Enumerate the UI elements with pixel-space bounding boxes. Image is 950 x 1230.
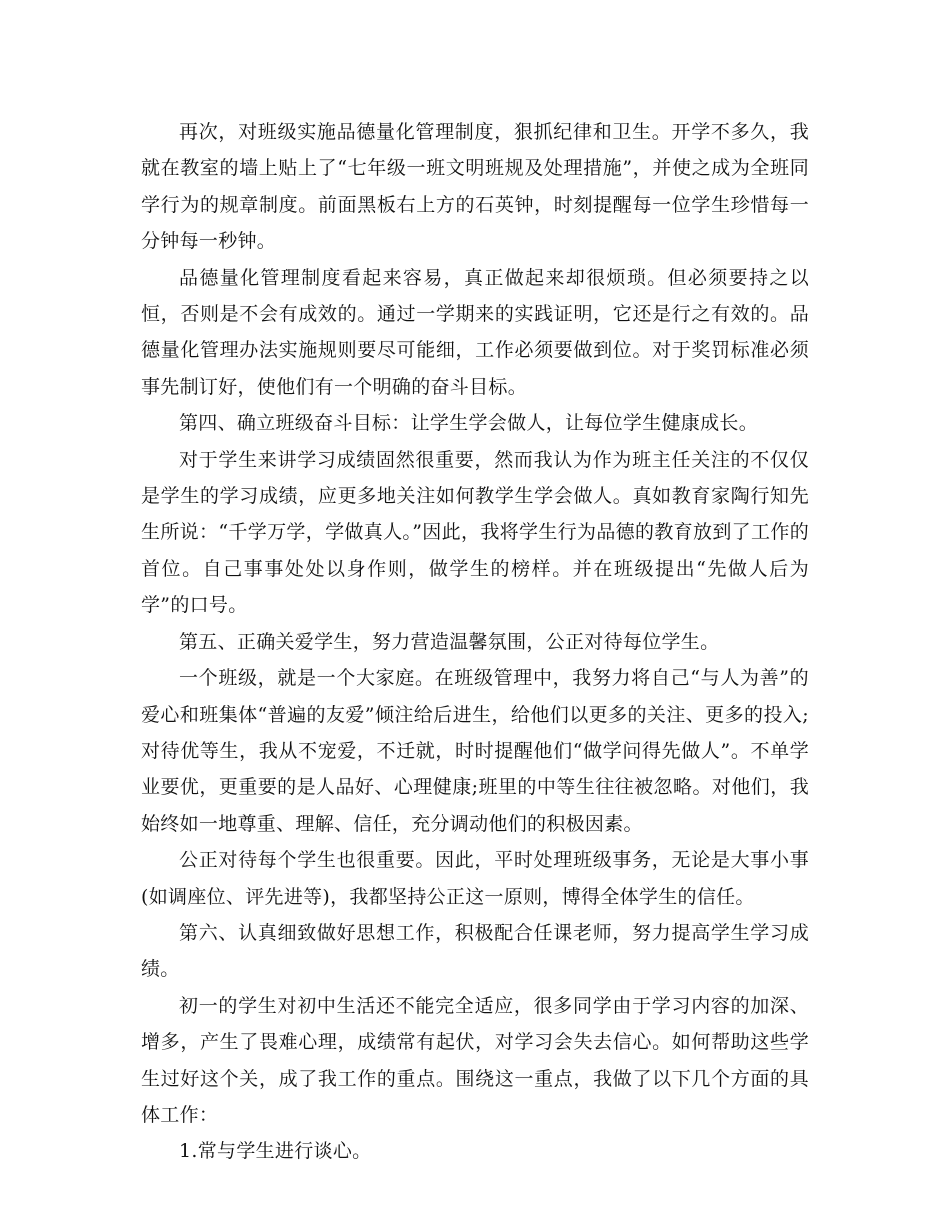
paragraph-3-heading: 第四、确立班级奋斗目标：让学生学会做人，让每位学生健康成长。 <box>179 412 759 435</box>
paragraph-10-list-item: 1.常与学生进行谈心。 <box>179 1140 372 1163</box>
paragraph-5-heading: 第五、正确关爱学生，努力营造温馨氛围，公正对待每位学生。 <box>179 630 720 653</box>
paragraph-7: 公正对待每个学生也很重要。因此，平时处理班级事务，无论是大事小事(如调座位、评先进等)，我都坚持公正这一原则，博得全体学生的信任。 <box>141 849 809 908</box>
document-body <box>141 114 809 1170</box>
paragraph-4: 对于学生来讲学习成绩固然很重要，然而我认为作为班主任关注的不仅仅是学生的学习成绩，应更多地关注如何教学生学会做人。真如教育家陶行知先生所说：“千学万学，学做真人。”因此，我将学生行为品德的教育放到了工作的首位。自己事事处处以身作则，做学生的榜样。并在班级提出“先做人后为学”的口号。 <box>141 448 809 617</box>
paragraph-8-heading: 第六、认真细致做好思想工作，积极配合任课老师，努力提高学生学习成绩。 <box>141 921 809 981</box>
paragraph-6: 一个班级，就是一个大家庭。在班级管理中，我努力将自己“与人为善”的爱心和班集体“普遍的友爱”倾注给后进生，给他们以更多的关注、更多的投入;对待优等生，我从不宠爱，不迁就，时时提醒他们“做学问得先做人”。不单学业要优，更重要的是人品好、心理健康;班里的中等生往往被忽略。对他们，我始终如一地尊重、理解、信任，充分调动他们的积极因素。 <box>141 667 809 835</box>
paragraph-2: 品德量化管理制度看起来容易，真正做起来却很烦琐。但必须要持之以恒，否则是不会有成效的。通过一学期来的实践证明，它还是行之有效的。品德量化管理办法实施规则要尽可能细，工作必须要做到位。对于奖罚标准必须事先制订好，使他们有一个明确的奋斗目标。 <box>141 266 809 398</box>
paragraph-9: 初一的学生对初中生活还不能完全适应，很多同学由于学习内容的加深、增多，产生了畏难心理，成绩常有起伏，对学习会失去信心。如何帮助这些学生过好这个关，成了我工作的重点。围绕这一重点，我做了以下几个方面的具体工作： <box>141 994 809 1126</box>
paragraph-1: 再次，对班级实施品德量化管理制度，狠抓纪律和卫生。开学不多久，我就在教室的墙上贴上了“七年级一班文明班规及处理措施”，并使之成为全班同学行为的规章制度。前面黑板右上方的石英钟，时刻提醒每一位学生珍惜每一分钟每一秒钟。 <box>141 121 809 253</box>
